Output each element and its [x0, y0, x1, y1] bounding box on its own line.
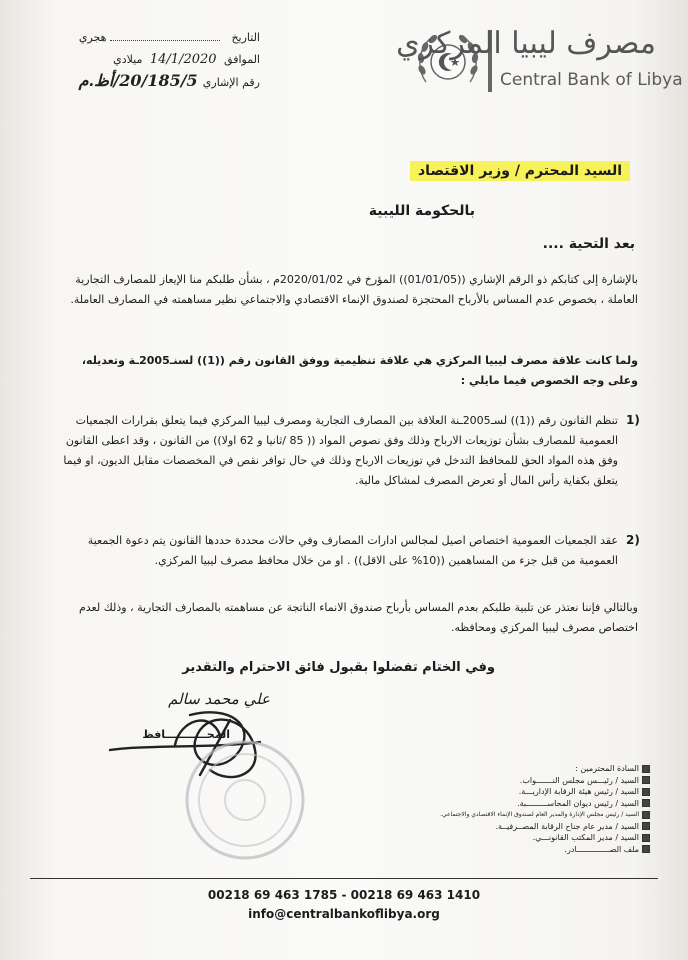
item-2-text: عقد الجمعيات العمومية اختصاص اصيل لمجالس ادارات المصارف وفي حالات محددة حددها القانون يتم دعوة الجمعية العمومية من قبل جزء من المساهمين ((10% على الاقل)) . او من خلال محافظ مصرف ليبيا المركزي. [87, 534, 618, 567]
cc-item: السيد / رئيس مجلس الإدارة والمدير العام لصندوق الإنماء الاقتصادي والاجتماعي. [360, 809, 650, 821]
paragraph-3: وبالتالي فإننا نعتذر عن تلبية طلبكم بعدم المساس بأرباح صندوق الانماء الناتجة عن مساهمته بالمصارف التجارية ، وذلك لعدم اختصاص مصرف ليبيا المركزي ومحافظه. [78, 601, 638, 634]
footer-email: info@centralbankoflibya.org [248, 907, 440, 921]
greeting: بعد التحية .... [542, 236, 635, 252]
date-hijri-line [40, 30, 260, 45]
cc-item: ملف الصــــــــــــــادر. [360, 844, 650, 856]
date-greg-label: الموافق [224, 53, 260, 66]
paragraph-1: بالإشارة إلى كتابكم ذو الرقم الإشاري ((01/01/05)) المؤرخ في 2020/01/02م ، بشأن طلبكم منا الإيعاز للمصارف التجارية العاملة ، بخصوص عدم المساس بالأرباح المحتجزة لصندوق الإنماء الاقتصادي والاجتماعي نظير مساهمته في المصارف العاملة. [70, 273, 638, 306]
footer-phones: 00218 69 463 1785 - 00218 69 463 1410 [207, 888, 481, 902]
official-seal-icon [180, 735, 310, 865]
ref-label: رقم الإشاري [202, 76, 260, 89]
date-greg-value: 14/1/2020 [149, 52, 217, 67]
paragraph-2: ولما كانت علاقة مصرف ليبيا المركزي هي علاقة تنظيمية ووفق القانون رقم ((1)) لسنـ2005ـة وتعديله، وعلى وجه الخصوص فيما مايلي : [81, 354, 638, 387]
date-greg-suffix: ميلادي [113, 53, 143, 66]
cc-item: السيد / رئيس ديوان المحاســـــــــبة. [360, 798, 650, 810]
bank-name-english: Central Bank of Libya [500, 70, 683, 90]
date-hijri-label: التاريخ [231, 31, 260, 44]
footer-divider [30, 878, 658, 879]
reference-line [30, 71, 260, 90]
ref-value: 20/185/5/أظ.م [78, 71, 198, 90]
addressee: السيد المحترم / وزير الاقتصاد [410, 161, 630, 181]
cc-item: السيد / مدير عام جناح الرقابة المصــرفيــة. [360, 821, 650, 833]
cc-list [360, 763, 650, 855]
cc-heading: السادة المحترمين : [360, 763, 650, 775]
addressee-line [300, 160, 630, 179]
closing-line: وفي الختام تفضلوا بقبول فائق الاحترام والتقدير [182, 660, 495, 675]
signatory-name: علي محمد سالم [168, 690, 270, 708]
item-2-number: 2) [626, 533, 640, 547]
signatory-title: المحـــــــــــافظ [142, 728, 230, 741]
cc-item: السيد / رئيس هيئة الرقابة الإداريـــة. [360, 786, 650, 798]
government-line: بالحكومة الليبية [368, 203, 475, 219]
cc-item: السيد / مدير المكتب القانونـــي. [360, 832, 650, 844]
date-greg-line [40, 52, 260, 67]
bank-name-arabic: مصرف ليبيا المركزي [396, 26, 656, 61]
item-1-number: 1) [626, 413, 640, 427]
date-hijri-suffix: هجري [78, 31, 107, 44]
item-1-text: تنظم القانون رقم ((1)) لسـ2005ـنة العلاقة بين المصارف التجارية ومصرف ليبيا المركزي فيما يتعلق بقرارات الجمعيات العمومية للمصارف بشأن توزيعات الارباح وذلك وفق نصوص المواد (( 85 /ثانيا و 62 اولا)) من القانون ، وقد اعطى القانون وفق هذه المواد الحق للمحافظ التدخل في توزيعات الارباح وذلك في حال توافر نقص في المخصصات مقابل الديون، او فيما يتعلق بكفاية رأس المال أو تعرض المصرف لمشاكل مالية. [63, 414, 618, 487]
cc-item: السيد / رئيـــس مجلس النـــــــواب. [360, 775, 650, 787]
